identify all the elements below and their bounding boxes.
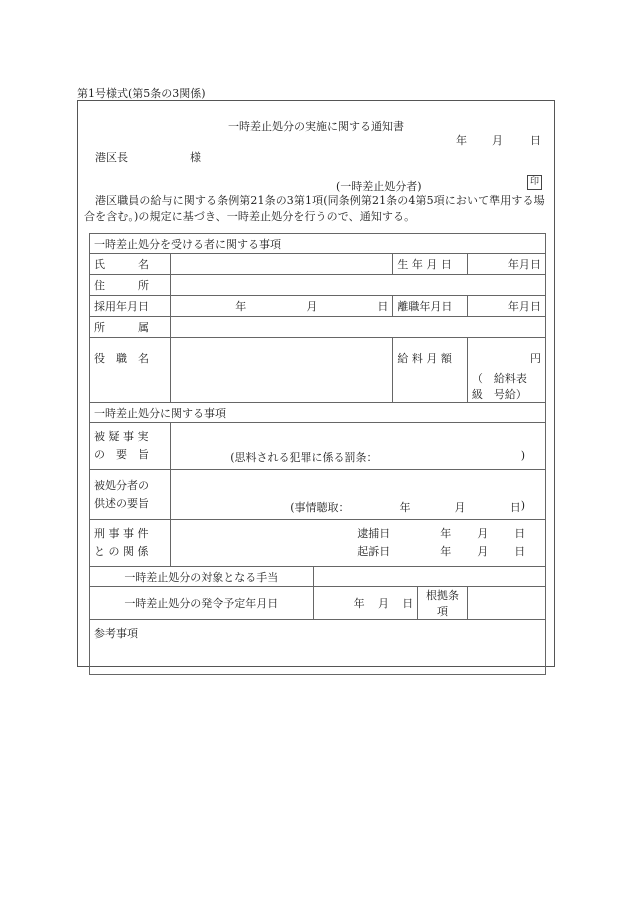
issue-date-field[interactable] xyxy=(313,587,418,620)
issue-day: 日 xyxy=(402,597,414,610)
indict-label: 起訴日 xyxy=(357,545,391,558)
position-label: 役 職 名 xyxy=(90,338,171,403)
name-field[interactable] xyxy=(171,254,393,275)
arrest-day: 日 xyxy=(514,527,526,540)
arrest-month: 月 xyxy=(477,527,489,540)
criminal-field[interactable] xyxy=(171,520,546,567)
birth-day: 日 xyxy=(529,258,541,271)
detail-table xyxy=(89,233,546,675)
statement-close: ) xyxy=(520,499,525,512)
seal-stamp: 印 xyxy=(527,175,542,190)
statement-note: (事情聴取： xyxy=(290,501,350,514)
suspicion-field[interactable] xyxy=(171,423,546,470)
salary-field[interactable] xyxy=(467,338,545,403)
statement-month: 月 xyxy=(454,501,466,514)
remarks-label: 参考事項 xyxy=(94,627,138,640)
indict-day: 日 xyxy=(514,545,526,558)
notice-body: 港区職員の給与に関する条例第21条の3第1項(同条例第21条の4第5項において準用する場合を含む。)の規定に基づき、一時差止処分を行うので、通知する。 xyxy=(84,194,545,223)
hire-label: 採用年月日 xyxy=(90,296,171,317)
hire-year: 年 xyxy=(235,300,247,313)
indict-year: 年 xyxy=(440,545,452,558)
salary-label: 給 料 月 額 xyxy=(393,338,467,403)
allowance-field[interactable] xyxy=(313,567,545,587)
suspicion-note: (思料される犯罪に係る罰条： xyxy=(230,451,378,464)
retire-field[interactable] xyxy=(467,296,545,317)
notice-title: 一時差止処分の実施に関する通知書 xyxy=(228,120,404,133)
yen-label: 円 xyxy=(530,352,541,365)
statement-label-line2: 供述の要旨 xyxy=(94,496,149,510)
section1-header: 一時差止処分を受ける者に関する事項 xyxy=(90,234,546,254)
retire-day: 日 xyxy=(529,300,541,313)
statement-year: 年 xyxy=(399,501,411,514)
affiliation-label: 所 属 xyxy=(90,317,171,338)
retire-year: 年 xyxy=(507,300,519,313)
notice-date-month: 月 xyxy=(492,134,503,147)
suspicion-label xyxy=(90,423,171,470)
statement-field[interactable] xyxy=(171,470,546,520)
basis-field[interactable] xyxy=(467,587,545,620)
criminal-label-line1: 刑 事 事 件 xyxy=(94,527,149,540)
position-field[interactable] xyxy=(171,338,393,403)
basis-label: 根拠条項 xyxy=(418,587,468,620)
statement-label xyxy=(90,470,171,520)
suspicion-label-line2: の 要 旨 xyxy=(94,448,149,461)
birth-field[interactable] xyxy=(467,254,545,275)
indict-month: 月 xyxy=(477,545,489,558)
retire-month: 月 xyxy=(518,300,530,313)
issuer: (一時差止処分者) xyxy=(336,180,422,193)
criminal-label-line2: と の 関 係 xyxy=(94,545,149,558)
criminal-label xyxy=(90,520,171,567)
arrest-label: 逮捕日 xyxy=(357,527,391,540)
remarks[interactable] xyxy=(90,620,546,675)
birth-year: 年 xyxy=(507,258,519,271)
issue-year: 年 xyxy=(353,597,365,610)
notice-date-year: 年 xyxy=(456,134,467,147)
section2-header: 一時差止処分に関する事項 xyxy=(90,403,546,423)
allowance-label: 一時差止処分の対象となる手当 xyxy=(90,567,314,587)
birth-label: 生 年 月 日 xyxy=(393,254,467,275)
honorific: 様 xyxy=(190,151,201,164)
hire-month: 月 xyxy=(306,300,318,313)
address-field[interactable] xyxy=(171,275,546,296)
address-label: 住 所 xyxy=(90,275,171,296)
suspicion-close: ) xyxy=(520,449,525,462)
notice-date-day: 日 xyxy=(530,134,541,147)
statement-label-line1: 被処分者の xyxy=(94,478,149,492)
issue-month: 月 xyxy=(377,597,389,610)
salary-grade: （ 給料表 級 号給） xyxy=(471,372,538,401)
name-label: 氏 名 xyxy=(90,254,171,275)
notice-form xyxy=(77,100,555,667)
retire-label: 離職年月日 xyxy=(393,296,467,317)
suspicion-label-line1: 被 疑 事 実 xyxy=(94,430,149,443)
arrest-year: 年 xyxy=(440,527,452,540)
addressee: 港区長 xyxy=(95,151,128,164)
statement-day: 日 xyxy=(509,501,521,514)
form-number-title: 第1号様式(第5条の3関係) xyxy=(77,87,206,100)
hire-day: 日 xyxy=(377,300,389,313)
birth-month: 月 xyxy=(518,258,530,271)
issue-date-label: 一時差止処分の発令予定年月日 xyxy=(90,587,314,620)
hire-field[interactable] xyxy=(171,296,393,317)
affiliation-field[interactable] xyxy=(171,317,546,338)
